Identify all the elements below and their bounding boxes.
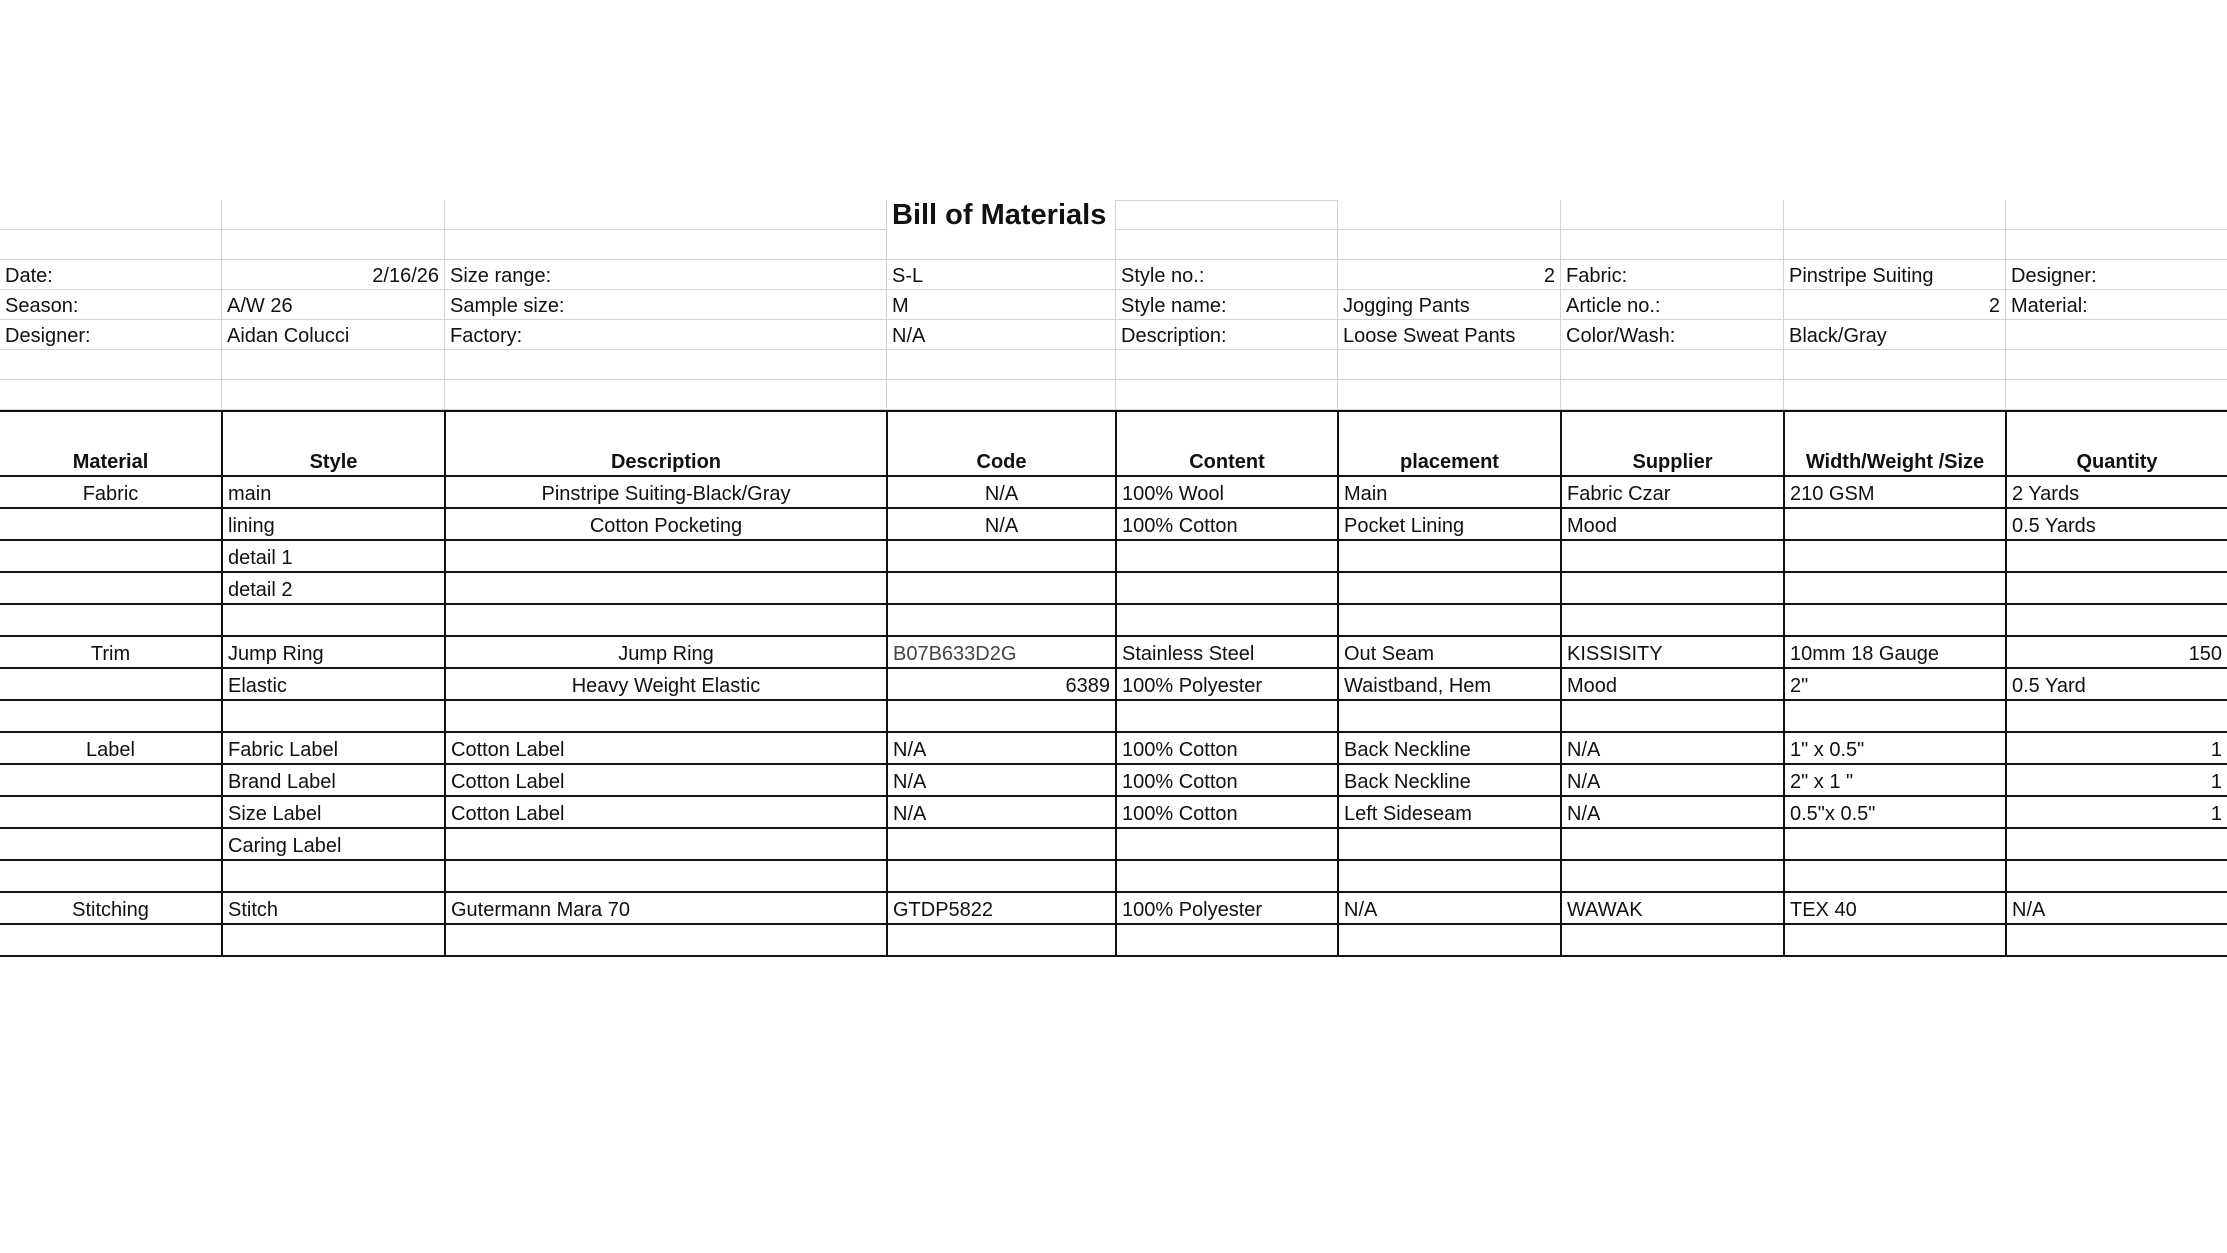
table-cell [1560,829,1783,859]
table-cell [444,573,886,603]
table-cell [444,861,886,891]
table-cell [886,541,1115,571]
table-cell [0,541,221,571]
table-cell [0,669,221,699]
table-cell: Fabric Czar [1560,477,1783,507]
table-cell: 100% Cotton [1115,765,1337,795]
table-cell: Out Seam [1337,637,1560,667]
table-row [0,541,2227,573]
table-cell [886,701,1115,731]
table-cell [221,925,444,955]
table-cell [444,925,886,955]
table-row [0,861,2227,893]
table-cell [1560,541,1783,571]
info-label: Date: [0,260,221,290]
table-cell: Jump Ring [444,637,886,667]
table-cell: TEX 40 [1783,893,2005,923]
table-cell [886,573,1115,603]
table-cell [886,925,1115,955]
table-row [0,893,2227,925]
info-label: Article no.: [1560,290,1783,320]
table-cell: 100% Cotton [1115,509,1337,539]
table-cell [1115,541,1337,571]
info-value: Aidan Colucci [221,320,444,350]
table-cell [1783,541,2005,571]
info-value: Pinstripe Suiting [1783,260,2005,290]
column-header: Quantity [2005,412,2227,475]
table-cell [1560,605,1783,635]
table-cell: Label [86,739,135,761]
table-cell [444,829,886,859]
table-cell: N/A [886,765,1115,795]
table-cell: 0.5 Yard [2005,669,2227,699]
table-cell: GTDP5822 [886,893,1115,923]
info-row [0,320,2227,350]
table-cell [221,701,444,731]
table-cell [2005,701,2227,731]
table-cell [444,605,886,635]
info-label: Designer: [0,320,221,350]
table-cell [444,701,886,731]
table-cell [0,509,221,539]
table-cell: Pocket Lining [1337,509,1560,539]
column-header: Material [72,451,149,473]
table-cell: 100% Polyester [1115,669,1337,699]
table-cell: 0.5"x 0.5" [1783,797,2005,827]
table-cell: 100% Cotton [1115,733,1337,763]
table-cell: 2" x 1 " [1783,765,2005,795]
table-row [0,637,2227,669]
table-cell: 2" [1783,669,2005,699]
info-label: Fabric: [1560,260,1783,290]
info-value: 2/16/26 [221,260,444,290]
info-value: 2 [1337,260,1560,290]
table-row [0,925,2227,957]
table-cell: 6389 [886,669,1115,699]
table-cell [1783,573,2005,603]
table-cell: 1 [2005,797,2227,827]
table-cell: WAWAK [1560,893,1783,923]
table-cell [1337,861,1560,891]
table-cell: detail 2 [221,573,444,603]
table-cell: Size Label [221,797,444,827]
table-cell [1560,861,1783,891]
info-label: Factory: [444,320,886,350]
table-cell: 2 Yards [2005,477,2227,507]
spacer-row [0,380,2227,410]
info-value: 2 [1783,290,2005,320]
table-cell: 1" x 0.5" [1783,733,2005,763]
column-header: Content [1115,412,1337,475]
info-label [2005,320,2227,350]
info-value: A/W 26 [221,290,444,320]
info-label: Description: [1115,320,1337,350]
table-row [0,797,2227,829]
table-cell [1115,605,1337,635]
table-row [0,477,2227,509]
table-cell [1783,701,2005,731]
table-cell: N/A [886,509,1115,539]
table-cell: N/A [886,797,1115,827]
column-header: Style [221,412,444,475]
info-value: Loose Sweat Pants [1337,320,1560,350]
table-cell [2005,573,2227,603]
table-cell: Cotton Label [444,765,886,795]
table-cell [0,797,221,827]
table-cell [886,605,1115,635]
table-cell [1115,573,1337,603]
column-header: Description [444,412,886,475]
table-cell: Stainless Steel [1115,637,1337,667]
table-cell [1783,509,2005,539]
table-cell [0,829,221,859]
table-cell: 150 [2005,637,2227,667]
table-cell [1560,701,1783,731]
column-header: Supplier [1560,412,1783,475]
info-row [0,260,2227,290]
table-row [0,733,2227,765]
table-row [0,701,2227,733]
table-cell: Main [1337,477,1560,507]
table-cell: detail 1 [221,541,444,571]
info-label: Designer: [2005,260,2227,290]
table-cell [1337,701,1560,731]
table-row [0,669,2227,701]
table-cell: B07B633D2G [886,637,1115,667]
table-cell [0,605,221,635]
table-cell: Back Neckline [1337,765,1560,795]
column-header: Code [886,412,1115,475]
table-cell [886,829,1115,859]
table-cell [221,605,444,635]
table-cell: 100% Cotton [1115,797,1337,827]
table-cell: Elastic [221,669,444,699]
info-label: Size range: [444,260,886,290]
info-value: N/A [886,320,1115,350]
info-value: M [886,290,1115,320]
table-row [0,605,2227,637]
table-cell: N/A [1560,765,1783,795]
table-cell: Cotton Label [444,797,886,827]
info-row [0,290,2227,320]
info-label: Style no.: [1115,260,1337,290]
table-cell [1783,925,2005,955]
table-cell [0,765,221,795]
table-cell [2005,861,2227,891]
table-cell: N/A [1560,797,1783,827]
table-cell: Fabric [82,483,139,505]
table-cell: Cotton Pocketing [444,509,886,539]
info-label: Sample size: [444,290,886,320]
table-cell [2005,541,2227,571]
table-cell: Mood [1560,509,1783,539]
table-cell [1783,829,2005,859]
table-cell [1337,829,1560,859]
table-cell: 100% Polyester [1115,893,1337,923]
materials-table-body [0,477,2227,957]
title-row [0,200,2227,230]
table-row [0,829,2227,861]
table-cell: Left Sideseam [1337,797,1560,827]
info-value: S-L [886,260,1115,290]
table-cell [1337,605,1560,635]
table-cell: Trim [90,643,131,665]
table-cell [1115,861,1337,891]
table-cell: Heavy Weight Elastic [444,669,886,699]
bill-of-materials-sheet [0,200,2227,957]
table-cell: Fabric Label [221,733,444,763]
table-cell [221,861,444,891]
table-cell: 0.5 Yards [2005,509,2227,539]
table-cell: 210 GSM [1783,477,2005,507]
table-cell: Brand Label [221,765,444,795]
table-cell: Gutermann Mara 70 [444,893,886,923]
column-header: Width/Weight /Size [1783,412,2005,475]
page-title: Bill of Materials [892,199,1107,231]
table-cell [1337,925,1560,955]
info-value: Jogging Pants [1337,290,1560,320]
table-cell [2005,605,2227,635]
table-cell [1783,861,2005,891]
table-cell: Jump Ring [221,637,444,667]
table-cell: Pinstripe Suiting-Black/Gray [444,477,886,507]
table-cell: 1 [2005,765,2227,795]
table-row [0,573,2227,605]
info-label: Material: [2005,290,2227,320]
table-cell: 100% Wool [1115,477,1337,507]
table-cell: lining [221,509,444,539]
table-cell [2005,925,2227,955]
table-cell: Stitching [72,899,149,921]
table-cell: 10mm 18 Gauge [1783,637,2005,667]
info-label: Season: [0,290,221,320]
table-cell [0,861,221,891]
table-cell: Back Neckline [1337,733,1560,763]
table-cell [1783,605,2005,635]
table-cell: Mood [1560,669,1783,699]
table-cell [886,861,1115,891]
table-cell [1115,701,1337,731]
table-cell: N/A [1560,733,1783,763]
table-cell [1115,925,1337,955]
table-cell: 1 [2005,733,2227,763]
table-cell: Stitch [221,893,444,923]
table-cell: N/A [2005,893,2227,923]
table-cell [1115,829,1337,859]
table-cell: N/A [886,477,1115,507]
spacer-row [0,230,2227,260]
table-row [0,509,2227,541]
table-cell [1560,925,1783,955]
table-cell [2005,829,2227,859]
table-cell [0,925,221,955]
table-cell: Caring Label [221,829,444,859]
spacer-row [0,350,2227,380]
table-cell [1560,573,1783,603]
column-header: placement [1337,412,1560,475]
table-cell: Cotton Label [444,733,886,763]
info-label: Color/Wash: [1560,320,1783,350]
table-cell [1337,541,1560,571]
info-value: Black/Gray [1783,320,2005,350]
info-label: Style name: [1115,290,1337,320]
table-cell: KISSISITY [1560,637,1783,667]
table-header-row [0,410,2227,477]
table-cell: Waistband, Hem [1337,669,1560,699]
table-cell: N/A [1337,893,1560,923]
table-cell [0,573,221,603]
table-cell [444,541,886,571]
table-row [0,765,2227,797]
table-cell: main [221,477,444,507]
table-cell [0,701,221,731]
table-cell [1337,573,1560,603]
table-cell: N/A [886,733,1115,763]
